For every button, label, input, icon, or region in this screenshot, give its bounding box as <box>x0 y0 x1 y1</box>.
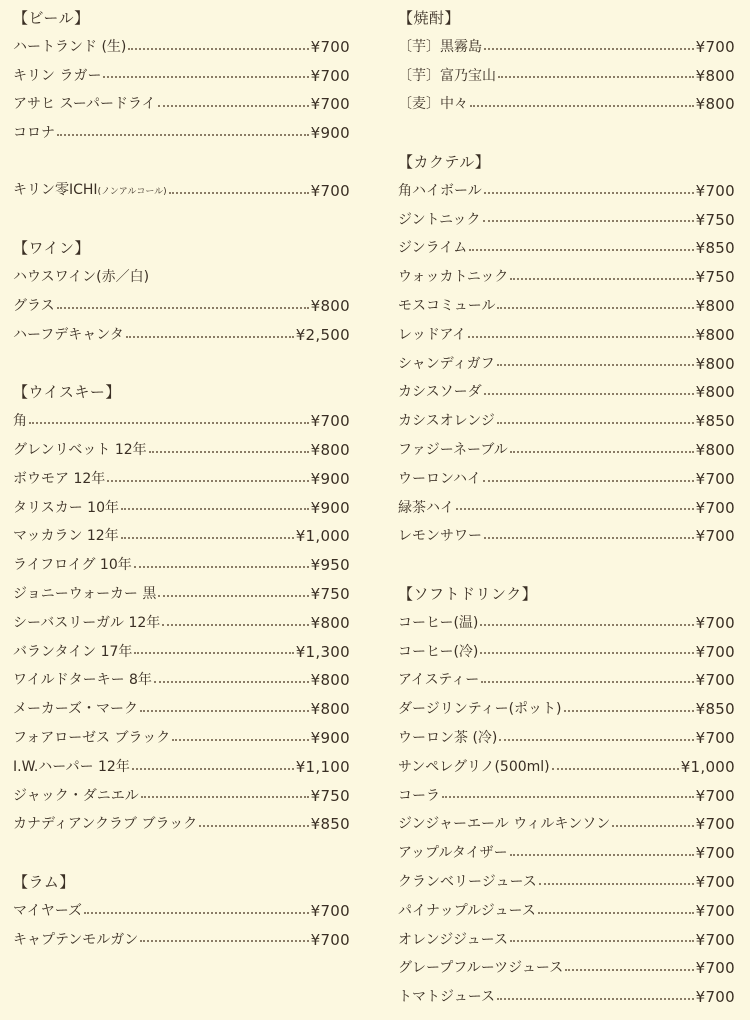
dot-leader <box>499 739 693 741</box>
item-name <box>13 62 101 91</box>
item-name-text: ダージリンティー(ポット) <box>398 701 562 718</box>
item-price: ¥800 <box>310 440 350 459</box>
item-name-text: コロナ <box>13 125 55 142</box>
menu-item <box>13 436 350 465</box>
dot-leader <box>172 739 308 741</box>
item-price: ¥750 <box>310 786 350 805</box>
menu-section <box>398 148 735 551</box>
item-price: ¥900 <box>310 469 350 488</box>
item-price: ¥800 <box>695 296 735 315</box>
dot-leader <box>484 537 694 539</box>
menu-item <box>398 954 735 983</box>
item-name <box>13 321 124 350</box>
menu-item <box>13 465 350 494</box>
menu-item <box>13 90 350 119</box>
item-name-text: サンペレグリノ(500ml) <box>398 758 550 775</box>
item-name-text: ジョニーウォーカー 黒 <box>13 585 157 602</box>
item-name <box>398 177 482 206</box>
item-name-text: 角 <box>13 413 27 430</box>
item-name <box>398 695 562 724</box>
item-name <box>13 753 130 782</box>
item-name <box>13 897 82 926</box>
menu-item <box>13 753 350 782</box>
item-name-text: ライフロイグ 10年 <box>13 557 132 574</box>
menu-item <box>398 436 735 465</box>
item-name-text: シーバスリーガル 12年 <box>13 614 161 631</box>
section-gap <box>13 206 350 235</box>
item-name-text: マイヤーズ <box>13 902 83 919</box>
item-name <box>398 868 537 897</box>
dot-leader <box>140 710 309 712</box>
item-name-text: ハウスワイン(赤／白) <box>13 269 150 286</box>
item-name <box>398 782 440 811</box>
item-name <box>13 522 119 551</box>
item-price: ¥700 <box>695 613 735 632</box>
dot-leader <box>510 854 694 856</box>
menu-item <box>398 33 735 62</box>
item-name <box>398 263 508 292</box>
item-name <box>398 724 497 753</box>
item-price: ¥700 <box>695 959 735 978</box>
item-price: ¥800 <box>695 66 735 85</box>
item-name-text: トマトジュース <box>398 989 496 1006</box>
item-price: ¥950 <box>310 556 350 575</box>
item-name-text: ジントニック <box>398 211 481 228</box>
menu-item <box>13 494 350 523</box>
menu-item <box>398 695 735 724</box>
menu-section <box>13 234 350 349</box>
item-name <box>398 983 495 1012</box>
menu-item <box>13 551 350 580</box>
menu-section <box>398 4 735 119</box>
dot-leader <box>497 364 694 366</box>
menu-item <box>398 263 735 292</box>
item-name <box>13 494 119 523</box>
item-name-text: 緑茶ハイ <box>398 499 454 516</box>
menu-item <box>13 407 350 436</box>
dot-leader <box>57 134 309 136</box>
item-price: ¥700 <box>695 527 735 546</box>
item-name <box>398 666 479 695</box>
item-name <box>13 782 139 811</box>
item-price: ¥700 <box>695 844 735 863</box>
menu-item <box>398 810 735 839</box>
item-name-text: レモンサワー <box>398 528 482 545</box>
dot-leader <box>612 825 693 827</box>
item-name-text: 〔芋〕黒霧島 <box>398 38 482 55</box>
item-name <box>398 350 495 379</box>
dot-leader <box>158 595 308 597</box>
item-name-text: フォアローゼス ブラック <box>13 729 171 746</box>
section-gap <box>398 119 735 148</box>
item-name <box>398 407 495 436</box>
menu-section <box>13 4 350 206</box>
dot-leader <box>480 624 693 626</box>
item-name-text: ウーロンハイ <box>398 470 482 487</box>
item-name-text: キリン零ICHI <box>13 181 98 198</box>
item-name-text: グラス <box>13 297 55 314</box>
dot-leader <box>134 566 309 568</box>
item-price: ¥800 <box>695 440 735 459</box>
menu-item <box>13 926 350 955</box>
item-price: ¥750 <box>695 268 735 287</box>
menu-item <box>398 62 735 91</box>
item-name <box>398 839 508 868</box>
menu-item <box>13 321 350 350</box>
item-name <box>13 292 55 321</box>
dot-leader <box>141 796 309 798</box>
section-heading: 【ワイン】 <box>13 239 91 258</box>
item-price: ¥750 <box>695 210 735 229</box>
dot-leader <box>470 105 694 107</box>
item-price: ¥700 <box>695 37 735 56</box>
item-price: ¥700 <box>695 988 735 1007</box>
dot-leader <box>481 681 693 683</box>
item-price: ¥2,500 <box>295 325 350 344</box>
menu-item <box>13 33 350 62</box>
menu-item <box>398 321 735 350</box>
dot-leader <box>456 508 694 510</box>
menu-section <box>398 580 735 1012</box>
menu-item <box>398 350 735 379</box>
item-name <box>398 321 466 350</box>
dot-leader <box>149 451 309 453</box>
section-heading: 【カクテル】 <box>398 152 491 171</box>
dot-leader <box>121 508 309 510</box>
menu-item <box>398 234 735 263</box>
item-name <box>398 494 454 523</box>
section-heading: 【焼酎】 <box>398 9 461 27</box>
section-heading: 【ビール】 <box>13 9 90 27</box>
menu-column-left <box>13 4 350 954</box>
item-price: ¥800 <box>310 700 350 719</box>
item-name-text: パイナップルジュース <box>398 902 536 919</box>
item-price: ¥900 <box>310 728 350 747</box>
dot-leader <box>497 998 694 1000</box>
menu-item <box>13 695 350 724</box>
menu-item <box>13 810 350 839</box>
item-name-text: カシスオレンジ <box>398 413 495 430</box>
dot-leader <box>552 768 679 770</box>
item-name-text: モスコミュール <box>398 297 496 314</box>
dot-leader <box>510 278 693 280</box>
item-name <box>13 609 160 638</box>
item-price: ¥800 <box>310 613 350 632</box>
item-name <box>13 810 197 839</box>
menu-item <box>398 753 735 782</box>
dot-leader <box>484 192 694 194</box>
item-note: (ノンアルコール) <box>97 186 167 197</box>
item-name-text: ウォッカトニック <box>398 269 509 286</box>
item-price: ¥700 <box>695 901 735 920</box>
item-name <box>13 33 126 62</box>
dot-leader <box>565 969 693 971</box>
item-price: ¥1,000 <box>295 527 350 546</box>
menu-item <box>398 177 735 206</box>
item-price: ¥700 <box>310 95 350 114</box>
item-name-text: ボウモア 12年 <box>13 470 106 487</box>
item-name <box>398 926 508 955</box>
item-price: ¥700 <box>310 181 350 200</box>
item-name-text: キャプテンモルガン <box>13 931 139 948</box>
item-name <box>13 638 132 667</box>
menu-section <box>13 868 350 954</box>
item-price: ¥800 <box>310 296 350 315</box>
dot-leader <box>158 105 309 107</box>
item-name <box>398 954 563 983</box>
item-price: ¥700 <box>695 181 735 200</box>
menu-item <box>398 378 735 407</box>
menu-item <box>13 292 350 321</box>
item-name <box>13 666 152 695</box>
dot-leader <box>199 825 308 827</box>
item-price: ¥700 <box>310 901 350 920</box>
dot-leader <box>510 451 694 453</box>
item-name <box>13 695 138 724</box>
item-name-text: マッカラン 12年 <box>13 528 119 545</box>
dot-leader <box>564 710 694 712</box>
item-name <box>398 897 536 926</box>
item-name <box>13 926 138 955</box>
item-name <box>398 522 482 551</box>
menu-item <box>398 638 735 667</box>
menu-item <box>13 177 350 206</box>
item-price: ¥700 <box>310 412 350 431</box>
dot-leader <box>498 76 694 78</box>
menu-item <box>398 609 735 638</box>
item-name <box>13 580 156 609</box>
dot-leader <box>484 393 694 395</box>
item-name-text: タリスカー 10年 <box>13 499 119 516</box>
item-price: ¥1,300 <box>295 642 350 661</box>
menu-item <box>398 926 735 955</box>
dot-leader <box>539 883 694 885</box>
dot-leader <box>483 480 694 482</box>
item-price: ¥700 <box>310 930 350 949</box>
item-name-text: ジャック・ダニエル <box>13 787 139 804</box>
item-name <box>13 551 132 580</box>
item-name <box>398 810 610 839</box>
dot-leader <box>469 249 693 251</box>
menu-item <box>398 522 735 551</box>
section-gap <box>398 551 735 580</box>
menu-item <box>398 666 735 695</box>
menu-item <box>398 839 735 868</box>
item-price: ¥850 <box>695 412 735 431</box>
item-name <box>13 436 147 465</box>
dot-leader <box>538 912 694 914</box>
item-price: ¥750 <box>310 584 350 603</box>
item-name <box>13 119 55 148</box>
dot-leader <box>132 768 294 770</box>
menu-item <box>398 782 735 811</box>
item-name-text: コーヒー(冷) <box>398 643 479 660</box>
dot-leader <box>121 537 294 539</box>
section-heading: 【ラム】 <box>13 872 75 891</box>
menu-item <box>398 407 735 436</box>
dot-leader <box>510 940 694 942</box>
item-name-text: メーカーズ・マーク <box>13 701 139 718</box>
item-name-text: アップルタイザー <box>398 845 508 862</box>
item-price: ¥700 <box>695 642 735 661</box>
item-name-text: オレンジジュース <box>398 931 508 948</box>
dot-leader <box>169 192 309 194</box>
item-name <box>398 90 468 119</box>
item-name <box>13 465 105 494</box>
item-price: ¥800 <box>695 354 735 373</box>
item-price: ¥700 <box>695 815 735 834</box>
item-name <box>398 436 508 465</box>
item-name-text: I.W.ハーパー 12年 <box>13 758 130 775</box>
item-name <box>13 176 167 207</box>
menu-item <box>13 638 350 667</box>
item-name-text: ハーフデキャンタ <box>13 326 124 343</box>
item-name <box>398 206 481 235</box>
item-name-text: 〔麦〕中々 <box>398 96 468 113</box>
dot-leader <box>484 48 694 50</box>
item-price: ¥700 <box>695 786 735 805</box>
menu-item <box>398 206 735 235</box>
item-name-text: バランタイン 17年 <box>13 643 133 660</box>
dot-leader <box>154 681 309 683</box>
item-name-text: キリン ラガー <box>13 67 102 84</box>
item-price: ¥700 <box>695 498 735 517</box>
menu-item <box>398 724 735 753</box>
dot-leader <box>162 624 308 626</box>
menu-item <box>398 868 735 897</box>
dot-leader <box>480 652 693 654</box>
item-price: ¥700 <box>695 930 735 949</box>
item-price: ¥700 <box>310 66 350 85</box>
menu-item <box>398 90 735 119</box>
menu-item <box>13 897 350 926</box>
item-name-text: 〔芋〕富乃宝山 <box>398 67 496 84</box>
item-name-text: カシスソーダ <box>398 384 482 401</box>
item-name-text: クランベリージュース <box>398 873 537 890</box>
item-price: ¥850 <box>310 815 350 834</box>
menu-item <box>13 119 350 148</box>
item-name-text: ジンライム <box>398 240 468 257</box>
item-name <box>398 753 550 782</box>
item-name-text: ワイルドターキー 8年 <box>13 672 152 689</box>
dot-leader <box>103 76 308 78</box>
dot-leader <box>134 652 293 654</box>
item-name <box>13 263 149 292</box>
item-name-text: カナディアンクラブ ブラック <box>13 816 198 833</box>
item-name <box>398 292 495 321</box>
item-name-text: グレープフルーツジュース <box>398 960 564 977</box>
section-heading: 【ウイスキー】 <box>13 383 121 402</box>
item-name <box>398 33 482 62</box>
section-gap <box>13 350 350 379</box>
dot-leader <box>128 48 308 50</box>
item-price: ¥700 <box>695 872 735 891</box>
menu-item <box>13 263 350 292</box>
menu-item <box>13 609 350 638</box>
item-price: ¥800 <box>695 325 735 344</box>
item-price: ¥800 <box>695 95 735 114</box>
dot-leader <box>140 940 308 942</box>
dot-leader <box>107 480 308 482</box>
item-price: ¥1,000 <box>680 757 735 776</box>
item-name-text: レッドアイ <box>398 326 467 343</box>
menu-item <box>13 522 350 551</box>
menu-item <box>398 465 735 494</box>
menu-item <box>13 666 350 695</box>
item-price: ¥850 <box>695 700 735 719</box>
dot-leader <box>468 336 693 338</box>
item-name-text: アサヒ スーパードライ <box>13 96 156 113</box>
item-price: ¥900 <box>310 124 350 143</box>
menu-item <box>13 782 350 811</box>
item-name-text: シャンディガフ <box>398 355 495 372</box>
item-name <box>398 378 482 407</box>
dot-leader <box>57 307 309 309</box>
dot-leader <box>126 336 294 338</box>
item-name-text: コーラ <box>398 787 440 804</box>
row-spacer <box>13 148 350 177</box>
dot-leader <box>497 307 693 309</box>
item-name-text: 角ハイボール <box>398 182 482 199</box>
dot-leader <box>442 796 694 798</box>
item-price: ¥700 <box>695 728 735 747</box>
menu-item <box>398 494 735 523</box>
item-name-text: ジンジャーエール ウィルキンソン <box>398 816 611 833</box>
menu-section <box>13 378 350 839</box>
item-price: ¥850 <box>695 239 735 258</box>
item-price: ¥700 <box>310 37 350 56</box>
menu-item <box>13 724 350 753</box>
item-name <box>398 234 467 263</box>
item-name-text: ファジーネーブル <box>398 441 508 458</box>
menu-item <box>13 580 350 609</box>
item-name-text: グレンリベット 12年 <box>13 441 147 458</box>
section-heading: 【ソフトドリンク】 <box>398 584 538 603</box>
section-gap <box>13 839 350 868</box>
item-name <box>398 465 481 494</box>
item-name <box>398 609 478 638</box>
dot-leader <box>483 220 694 222</box>
item-price: ¥800 <box>695 383 735 402</box>
item-name-text: ハートランド (生) <box>13 38 127 55</box>
dot-leader <box>84 912 309 914</box>
item-price: ¥700 <box>695 469 735 488</box>
menu-item <box>398 292 735 321</box>
item-price: ¥700 <box>695 671 735 690</box>
item-name-text: ウーロン茶 (冷) <box>398 729 498 746</box>
dot-leader <box>29 422 309 424</box>
item-price: ¥800 <box>310 671 350 690</box>
item-name-text: コーヒー(温) <box>398 614 479 631</box>
menu-item <box>398 897 735 926</box>
item-name <box>398 638 478 667</box>
item-price: ¥900 <box>310 498 350 517</box>
menu-item <box>398 983 735 1012</box>
item-name-text: アイスティー <box>398 672 480 689</box>
item-name <box>13 724 170 753</box>
item-price: ¥1,100 <box>295 757 350 776</box>
item-name <box>13 90 156 119</box>
item-name <box>13 407 27 436</box>
menu-column-right <box>398 4 735 1012</box>
menu-item <box>13 62 350 91</box>
item-name <box>398 62 496 91</box>
dot-leader <box>497 422 694 424</box>
